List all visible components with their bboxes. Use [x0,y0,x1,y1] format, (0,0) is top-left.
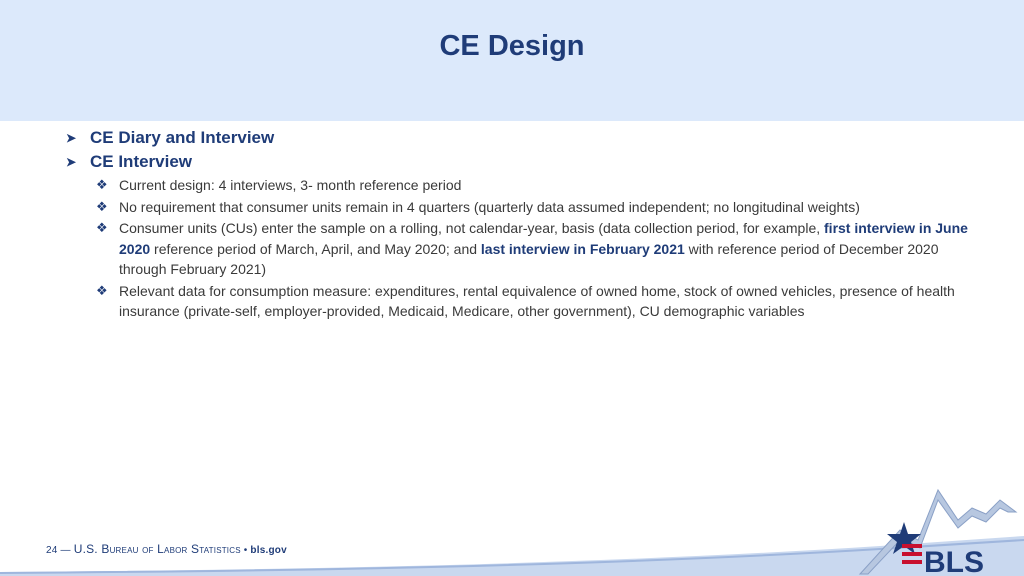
page-title: CE Design [439,30,585,62]
sub-bullet-item [66,218,986,280]
footer [46,542,287,556]
diamond-bullet-icon: ❖ [96,177,108,192]
sub-bullet-item [66,281,986,322]
page-number: 24 [46,545,58,556]
org-name: U.S. Bureau of Labor Statistics [73,542,241,556]
sub-bullet-text: Consumer units (CUs) enter the sample on a rolling, not calendar-year, basis (data collection period, for example, [119,220,825,236]
sub-bullet-text: Current design: 4 interviews, 3- month reference period [119,177,462,193]
emphasis-text: first interview in June 2020 [119,220,968,257]
emphasis-text: last interview in February 2021 [480,240,685,257]
logo-text: BLS [924,546,984,576]
sub-bullet-item [66,175,986,196]
website-link[interactable]: bls.gov [250,545,287,556]
bullet-item [66,126,986,150]
sub-bullet-text: reference period of March, April, and May 2020; and [150,240,481,257]
sub-bullet-text: with reference period of December 2020 through February 2021) [119,240,939,277]
bullet-text: CE Interview [90,152,193,171]
sub-bullet-text: Relevant data for consumption measure: expenditures, rental equivalence of owned home, stock of owned vehicles, presence of health insurance (private-self, employer-provided, Medicaid, Medicare, other government), CU demographic variables [119,282,955,319]
sub-bullet-text: No requirement that consumer units remain in 4 quarters (quarterly data assumed independent; no longitudinal weights) [119,198,860,215]
diamond-bullet-icon: ❖ [96,282,108,298]
bullet-list [66,126,986,322]
diamond-bullet-icon: ❖ [96,220,108,235]
bls-logo [840,482,1024,576]
sub-bullet-item [66,197,986,218]
arrow-bullet-icon: ➤ [66,131,77,145]
footer-dash: — [60,545,71,556]
diamond-bullet-icon: ❖ [96,198,108,214]
arrow-bullet-icon: ➤ [66,155,77,169]
footer-separator: • [243,545,248,556]
bullet-text: CE Diary and Interview [90,128,275,147]
bullet-item [66,150,986,174]
